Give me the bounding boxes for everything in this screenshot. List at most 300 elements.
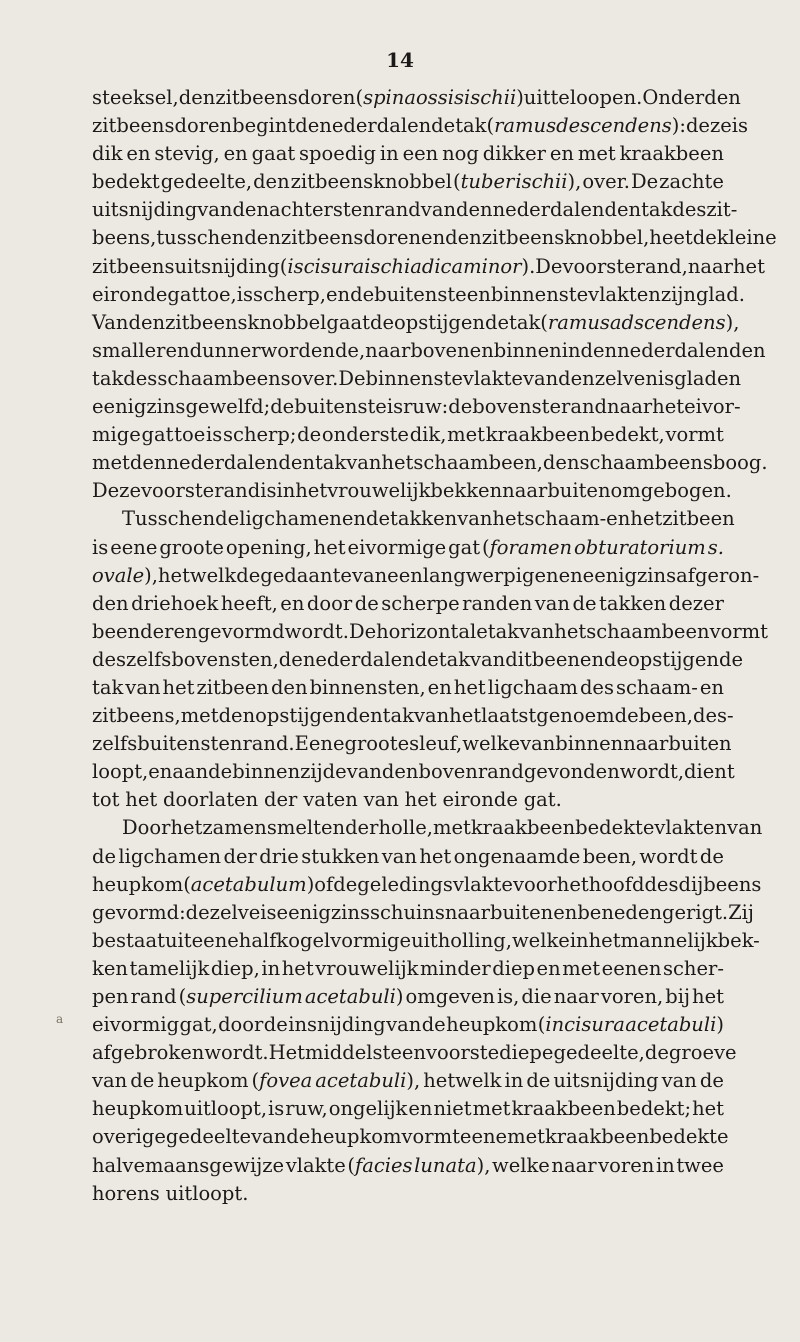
word: en — [408, 1097, 433, 1121]
word: en — [466, 282, 491, 306]
word: de — [130, 1069, 155, 1093]
word: het — [692, 985, 724, 1008]
word: zelfs — [92, 732, 138, 756]
word: is — [731, 114, 749, 138]
word: (fovea — [251, 1069, 313, 1093]
word: gedeelte — [165, 1125, 252, 1149]
word: wordende, — [260, 338, 366, 362]
text-line — [92, 1152, 724, 1180]
word: van — [346, 760, 382, 784]
word: dikker — [482, 142, 546, 166]
word: De — [631, 170, 659, 194]
word: opstijgende — [628, 647, 744, 671]
word: minder — [420, 956, 491, 980]
word: eironde — [92, 282, 168, 306]
text-line — [92, 1039, 737, 1067]
word: binnenste — [490, 282, 589, 306]
word: gedaante — [260, 563, 352, 587]
word: buiten — [668, 732, 732, 756]
word: been, — [638, 704, 693, 728]
word: de — [421, 1013, 446, 1037]
word: wordt — [639, 844, 698, 868]
text-line — [92, 196, 738, 224]
word: den — [92, 591, 129, 615]
word: het — [404, 788, 437, 812]
word: en — [401, 1041, 426, 1065]
word: ligchaam — [487, 675, 578, 699]
text-line — [92, 983, 724, 1011]
word: kraakbeen — [619, 142, 724, 166]
word: is — [260, 900, 277, 924]
text-line — [92, 281, 745, 309]
word: bij — [665, 985, 691, 1008]
word: van — [92, 1069, 128, 1093]
word: deze — [685, 114, 732, 138]
word: nederdalenden — [166, 451, 315, 475]
word: in — [655, 1153, 675, 1177]
word: wordt. — [204, 1041, 269, 1065]
word: descendens): — [556, 114, 686, 138]
word: naar — [607, 395, 653, 419]
word: tak — [487, 619, 520, 643]
word: (spina — [355, 86, 416, 109]
word: gaat — [251, 142, 296, 166]
word: en — [606, 507, 631, 531]
word: de — [295, 114, 320, 138]
word: met — [507, 1125, 545, 1149]
word: buiten — [547, 479, 611, 503]
word: den — [128, 310, 166, 334]
word: en — [716, 366, 742, 390]
word: voren — [598, 1153, 655, 1177]
word: den — [244, 226, 281, 250]
word: van — [346, 451, 382, 475]
word: spoedig — [299, 142, 377, 166]
word: van — [457, 507, 493, 531]
word: nog — [442, 142, 479, 166]
word: van — [522, 366, 559, 390]
word: opstijgende — [394, 310, 509, 334]
word: doorlaten — [163, 788, 259, 812]
word: bestaat — [92, 928, 165, 952]
word: bovenste — [472, 395, 562, 419]
word: is, — [496, 985, 520, 1008]
word: met — [472, 1097, 511, 1121]
word: eene — [459, 1125, 508, 1149]
word: een — [387, 563, 423, 587]
word: tak — [438, 647, 471, 671]
word: schuins — [369, 900, 445, 924]
word: schaambeens — [157, 366, 291, 390]
word: zachte — [659, 170, 724, 194]
word: der — [345, 816, 379, 840]
word: over. — [290, 366, 339, 390]
word: De — [338, 366, 366, 390]
word: het — [162, 675, 195, 699]
word: voorste — [562, 254, 636, 278]
text-line — [92, 562, 760, 590]
word: des — [644, 872, 679, 896]
word: en — [126, 142, 151, 166]
word: diep, — [210, 956, 260, 980]
word: gat — [167, 282, 200, 306]
word: het — [652, 395, 685, 419]
word: heupkom — [92, 1097, 184, 1121]
word: rand, — [635, 254, 688, 278]
word: welke — [511, 928, 570, 952]
word: tak — [455, 114, 487, 138]
word: eivormige — [347, 535, 447, 559]
word: en — [469, 338, 494, 362]
word: gevormd: — [92, 900, 186, 924]
word: pen — [92, 985, 129, 1008]
word: over. — [582, 170, 631, 194]
word: schaam- — [524, 507, 607, 531]
word: dijbeens — [678, 872, 762, 896]
text-line — [92, 674, 724, 702]
word: eironde — [442, 788, 518, 812]
word: de — [297, 423, 322, 447]
word: bedekte — [649, 1125, 729, 1149]
word: is — [236, 282, 253, 306]
text-line — [92, 758, 735, 786]
word: acetabuli), — [315, 1069, 421, 1093]
word: kraakbeen — [511, 1097, 616, 1121]
word: tak — [508, 310, 541, 334]
word: eenigzins — [276, 900, 370, 924]
word: voor — [512, 872, 557, 896]
word: steeksel, — [92, 86, 179, 109]
word: is — [206, 423, 223, 447]
word: zitbeensknobbel — [290, 170, 452, 194]
word: Het — [268, 1041, 305, 1065]
word: de — [278, 647, 303, 671]
word: naar — [502, 479, 548, 503]
word: s. — [707, 535, 724, 559]
word: binnen — [555, 732, 624, 756]
word: buitenste — [374, 282, 467, 306]
text-line — [92, 590, 724, 618]
word: eenen — [601, 956, 662, 980]
word: ken — [92, 956, 128, 980]
word: de — [215, 507, 240, 531]
word: de — [644, 1041, 669, 1065]
word: de — [236, 563, 261, 587]
word: (ramus — [486, 114, 557, 138]
word: uitsnijding — [553, 1069, 659, 1093]
text-line — [92, 730, 732, 758]
margin-mark: a — [56, 1012, 64, 1026]
word: dunner — [189, 338, 261, 362]
word: denzelven — [558, 366, 658, 390]
word: naar — [551, 1153, 597, 1177]
word: van — [420, 198, 456, 222]
word: glad. — [695, 282, 745, 306]
word: tamelijk — [129, 956, 210, 980]
word: dient — [684, 760, 735, 784]
word: is — [386, 395, 404, 419]
word: de — [270, 395, 295, 419]
text-line — [92, 421, 724, 449]
word: de — [526, 1069, 551, 1093]
word: den — [232, 198, 270, 222]
word: den — [542, 451, 580, 475]
word: Zij — [728, 900, 754, 924]
word: rand — [130, 985, 177, 1008]
word: den — [218, 704, 256, 728]
word: binnensten, — [309, 675, 426, 699]
word: van — [519, 619, 555, 643]
word: zitbeensknobbel, — [481, 226, 650, 250]
word: zitbeen — [662, 507, 735, 531]
word: (tuber — [452, 170, 515, 194]
word: de — [604, 647, 629, 671]
word: beneden — [577, 900, 663, 924]
word: tak — [382, 704, 414, 728]
word: naar — [687, 254, 733, 278]
word: bovenrand — [418, 760, 524, 784]
word: ossis — [415, 86, 464, 109]
word: deszelfs — [92, 647, 172, 671]
word: glad — [674, 366, 717, 390]
text-line — [92, 646, 744, 674]
word: des- — [692, 704, 734, 728]
word: gedeelte, — [553, 1041, 645, 1065]
word: het — [692, 1097, 724, 1121]
word: van — [534, 591, 570, 615]
word: eivormig — [92, 1013, 180, 1037]
word: overige — [92, 1125, 166, 1149]
word: met — [562, 956, 601, 980]
text-line — [92, 871, 762, 899]
word: bedekte — [575, 816, 655, 840]
word: Deze — [92, 479, 141, 503]
text-line — [92, 477, 732, 505]
word: scherpe — [381, 591, 460, 615]
word: in — [504, 1069, 524, 1093]
word: toe — [174, 423, 206, 447]
word: vormt — [709, 619, 768, 643]
word: te — [550, 86, 570, 109]
word: naar — [444, 900, 490, 924]
word: acetabuli) — [304, 985, 404, 1008]
word: uit — [164, 928, 192, 952]
word: den — [178, 86, 216, 109]
word: hetwelk — [157, 563, 237, 587]
word: het — [453, 675, 486, 699]
word: de — [92, 844, 117, 868]
text-line — [92, 786, 724, 814]
word: opening, — [225, 535, 312, 559]
text-line — [92, 365, 742, 393]
word: en — [699, 675, 724, 699]
word: van — [661, 1069, 697, 1093]
word: achtersten — [269, 198, 375, 222]
word: uit — [523, 86, 551, 109]
text-line — [92, 1011, 724, 1039]
word: uitloopt. — [165, 1181, 249, 1205]
word: zit- — [706, 198, 738, 222]
word: (foramen — [481, 535, 573, 559]
word: is — [657, 366, 675, 390]
word: ischii) — [463, 86, 524, 109]
word: gaat — [326, 310, 370, 334]
text-line — [92, 449, 768, 477]
word: toe, — [199, 282, 237, 306]
word: mige — [92, 423, 141, 447]
word: ruw, — [285, 1097, 328, 1121]
word: den — [456, 198, 493, 222]
word: is — [268, 1097, 285, 1121]
text-line — [92, 337, 766, 365]
word: Tusschen — [122, 507, 216, 531]
word: het — [419, 844, 452, 868]
word: het — [170, 816, 203, 840]
word: en — [148, 760, 173, 784]
word: naar — [553, 985, 599, 1008]
body-text — [92, 84, 777, 1208]
word: halvemaansgewijze — [92, 1153, 285, 1177]
word: geledingsvlakte — [357, 872, 513, 896]
word: (facies — [347, 1153, 413, 1177]
word: dezelve — [185, 900, 261, 924]
word: de — [263, 1013, 288, 1037]
word: Door — [122, 816, 171, 840]
word: de — [365, 507, 390, 531]
word: dik, — [409, 423, 447, 447]
word: groote — [159, 535, 224, 559]
word: de — [572, 591, 597, 615]
text-line — [92, 1180, 724, 1208]
word: De — [348, 619, 377, 643]
word: De — [535, 254, 563, 278]
word: zitbeensdoren — [215, 86, 356, 109]
word: den — [445, 226, 482, 250]
word: de — [350, 282, 375, 306]
word: van — [727, 816, 763, 840]
word: den — [580, 338, 618, 362]
word: eenigzins — [92, 395, 186, 419]
word: zitbeens, — [92, 704, 181, 728]
word: in — [561, 338, 581, 362]
word: wordt, — [619, 760, 685, 784]
word: dik — [92, 142, 123, 166]
word: holle, — [378, 816, 433, 840]
word: tak — [92, 675, 124, 699]
word: langwerpigen — [422, 563, 559, 587]
word: heeft, — [220, 591, 278, 615]
word: uitholling, — [411, 928, 512, 952]
word: van — [125, 675, 161, 699]
word: zitbeen — [196, 675, 269, 699]
word: randen — [462, 591, 533, 615]
word: kleine — [716, 226, 777, 250]
word: nederdalenden — [492, 198, 642, 222]
word: nederdalenden — [617, 338, 766, 362]
word: kraakbeen — [544, 1125, 650, 1149]
word: of — [314, 872, 334, 896]
word: den — [704, 86, 741, 109]
text-line — [92, 84, 741, 112]
word: voorste — [141, 479, 215, 503]
word: voorste — [425, 1041, 500, 1065]
word: vaten — [303, 788, 358, 812]
word: gat. — [523, 788, 562, 812]
word: scherp; — [223, 423, 297, 447]
word: het — [556, 872, 589, 896]
text-line — [92, 112, 749, 140]
text-line — [92, 253, 765, 281]
word: de — [333, 872, 358, 896]
word: kraakbeen — [485, 423, 591, 447]
word: der — [263, 788, 298, 812]
word: gedeelte, — [160, 170, 253, 194]
word: en — [549, 142, 574, 166]
word: smaller — [92, 338, 166, 362]
word: obturatorium — [574, 535, 706, 559]
word: gevormd — [197, 619, 285, 643]
word: (ramus — [540, 310, 610, 334]
word: ligchamen — [118, 844, 222, 868]
word: en — [325, 282, 351, 306]
word: kraakbeen — [470, 816, 576, 840]
word: en — [165, 338, 190, 362]
word: der — [223, 844, 257, 868]
word: en — [341, 507, 366, 531]
word: van — [386, 1013, 422, 1037]
word: heet — [649, 226, 693, 250]
word: driehoek — [131, 591, 219, 615]
word: vlakte — [462, 366, 523, 390]
word: met — [577, 142, 616, 166]
word: de — [370, 310, 395, 334]
word: eene — [110, 535, 158, 559]
word: de — [286, 1125, 311, 1149]
word: been, — [582, 844, 638, 868]
word: van — [470, 647, 506, 671]
word: binnenste — [365, 366, 463, 390]
text-line — [92, 309, 740, 337]
word: wordt. — [284, 619, 349, 643]
word: laatstgenoemde — [481, 704, 639, 728]
word: het — [449, 704, 482, 728]
word: in — [569, 928, 589, 952]
word: diepe — [499, 1041, 554, 1065]
word: en — [553, 900, 578, 924]
word: het — [733, 254, 765, 278]
word: de — [699, 1069, 724, 1093]
word: groote — [344, 732, 410, 756]
word: minor). — [463, 254, 536, 278]
word: binnenzijde — [232, 760, 347, 784]
word: het — [492, 507, 525, 531]
word: been — [531, 647, 580, 671]
text-line — [92, 899, 754, 927]
word: van — [413, 704, 450, 728]
word: uitloopt, — [184, 1097, 268, 1121]
word: bekken — [430, 479, 503, 503]
word: het — [554, 619, 587, 643]
word: tot — [92, 788, 120, 812]
word: ischii), — [515, 170, 582, 194]
word: omgeven — [405, 985, 495, 1008]
word: zitbeensuitsnijding — [92, 254, 280, 278]
word: schaambeen — [586, 619, 710, 643]
word: horens — [92, 1181, 160, 1205]
word: buiten — [489, 900, 554, 924]
word: rand — [374, 198, 421, 222]
word: niet — [433, 1097, 472, 1121]
